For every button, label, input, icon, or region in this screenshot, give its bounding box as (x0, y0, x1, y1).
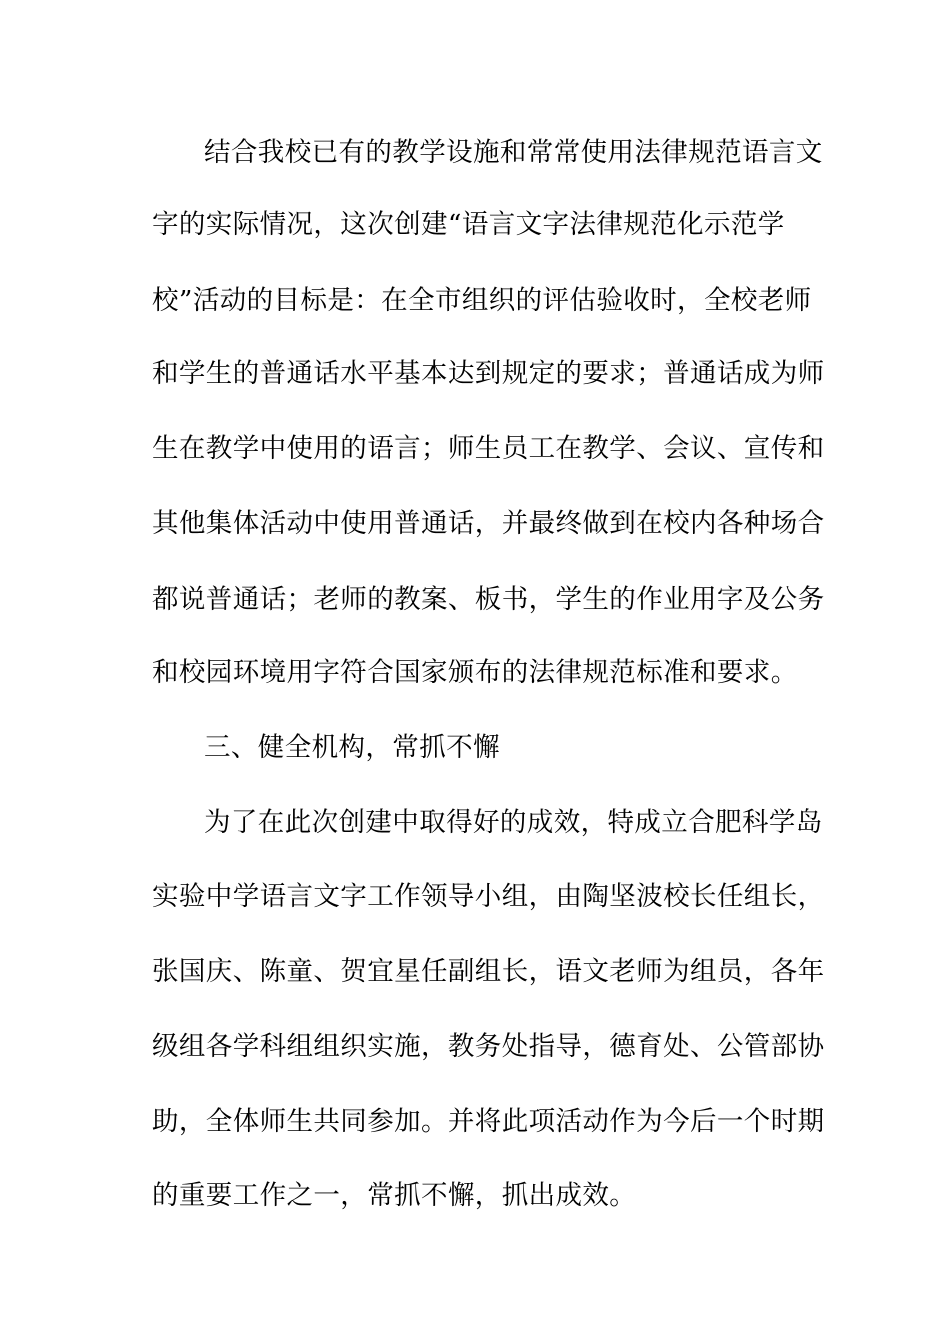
paragraph-2-line-5: 助，全体师生共同参加。并将此项活动作为今后一个时期 (152, 1106, 825, 1137)
paragraph-1-line-2: 字的实际情况，这次创建“语言文字法律规范化示范学 (152, 209, 785, 240)
paragraph-1-line-1: 结合我校已有的教学设施和常常使用法律规范语言文 (204, 137, 823, 168)
paragraph-1-line-8: 和校园环境用字符合国家颁布的法律规范标准和要求。 (152, 657, 798, 688)
section-heading: 三、健全机构，常抓不懈 (204, 732, 500, 763)
paragraph-2-line-2: 实验中学语言文字工作领导小组，由陶坚波校长任组长， (152, 881, 825, 912)
paragraph-1-line-6: 其他集体活动中使用普通话，并最终做到在校内各种场合 (152, 508, 825, 539)
paragraph-2-line-4: 级组各学科组组织实施，教务处指导，德育处、公管部协 (152, 1031, 825, 1062)
paragraph-2-line-6: 的重要工作之一，常抓不懈，抓出成效。 (152, 1180, 637, 1211)
paragraph-1-line-4: 和学生的普通话水平基本达到规定的要求；普通话成为师 (152, 358, 825, 389)
paragraph-1-line-7: 都说普通话；老师的教案、板书，学生的作业用字及公务 (152, 584, 825, 615)
paragraph-1-line-3: 校”活动的目标是：在全市组织的评估验收时，全校老师 (152, 285, 812, 316)
paragraph-2-line-1: 为了在此次创建中取得好的成效，特成立合肥科学岛 (204, 807, 823, 838)
paragraph-1-line-5: 生在教学中使用的语言；师生员工在教学、会议、宣传和 (152, 433, 825, 464)
paragraph-2-line-3: 张国庆、陈童、贺宜星任副组长，语文老师为组员，各年 (152, 956, 825, 987)
